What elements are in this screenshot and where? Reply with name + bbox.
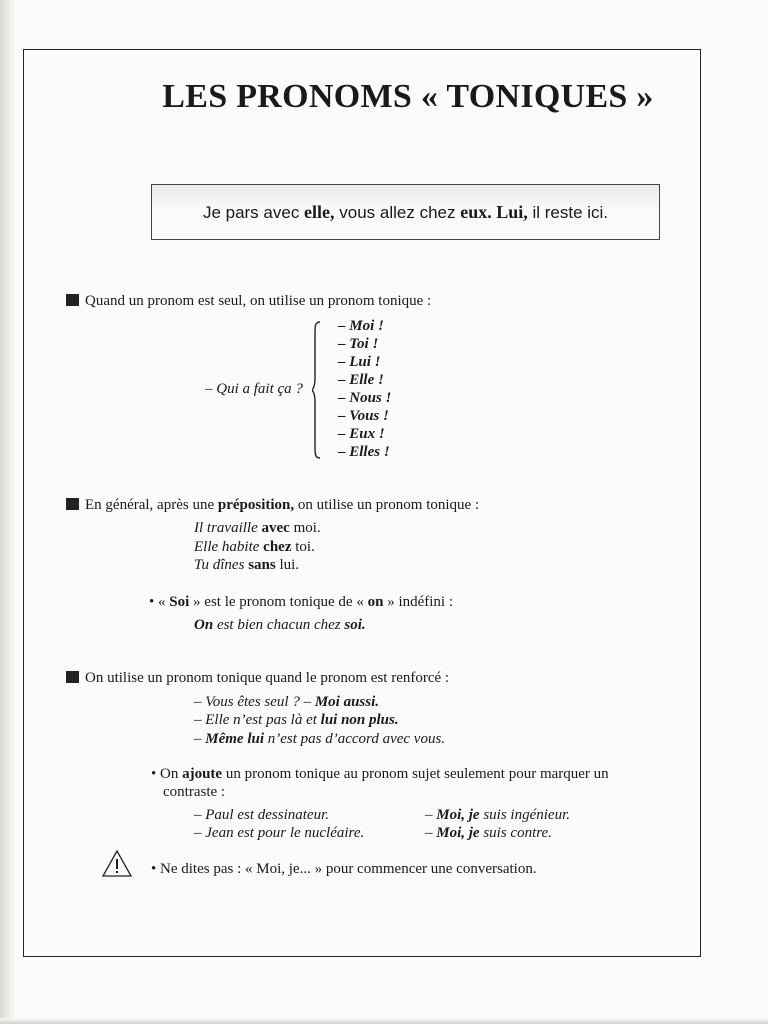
contrast-bullet: • On ajoute un pronom tonique au pronom sujet seulement pour marquer un: [151, 766, 609, 782]
page-title: LES PRONOMS « TONIQUES »: [162, 78, 654, 115]
scan-shadow-edge: [0, 0, 16, 1024]
section-square-icon: [66, 498, 79, 510]
contrast-bullet-line2: contraste :: [163, 784, 226, 800]
example-avec: Il travaille avec moi.: [194, 520, 321, 536]
reinforced-line-2: – Elle n’est pas là et lui non plus.: [194, 712, 399, 728]
scan-bottom-edge: [0, 1018, 768, 1024]
section-square-icon: [66, 671, 79, 683]
answer-nous: – Nous !: [338, 390, 392, 406]
contrast-right-2: – Moi, je suis contre.: [425, 825, 552, 841]
answer-toi: – Toi !: [338, 336, 379, 352]
example-chez: Elle habite chez toi.: [194, 539, 315, 555]
section-square-icon: [66, 294, 79, 306]
reinforced-line-1: – Vous êtes seul ? – Moi aussi.: [194, 694, 380, 710]
reinforced-line-3: – Même lui n’est pas d’accord avec vous.: [194, 731, 446, 747]
section1-heading: Quand un pronom est seul, on utilise un pronom tonique :: [66, 293, 431, 310]
example-sentence-box: [151, 184, 660, 240]
answer-vous: – Vous !: [338, 408, 389, 424]
answer-lui: – Lui !: [338, 354, 381, 370]
section3-heading: On utilise un pronom tonique quand le pronom est renforcé :: [66, 670, 449, 687]
soi-bullet: • « Soi » est le pronom tonique de « on » indéfini :: [149, 594, 454, 610]
contrast-left-1: – Paul est dessinateur.: [194, 807, 329, 823]
contrast-left-2: – Jean est pour le nucléaire.: [194, 825, 365, 841]
example-text: Je pars avec elle, vous allez chez eux. Lui, il reste ici.: [202, 201, 609, 222]
question-line: – Qui a fait ça ?: [205, 381, 303, 397]
section2-heading: En général, après une préposition, on utilise un pronom tonique :: [66, 497, 479, 514]
warning-triangle-icon: [101, 849, 133, 879]
answer-elles: – Elles !: [338, 444, 390, 460]
answer-moi: – Moi !: [338, 318, 384, 334]
soi-example: On est bien chacun chez soi.: [194, 617, 366, 633]
answer-eux: – Eux !: [338, 426, 385, 442]
answer-elle: – Elle !: [338, 372, 384, 388]
example-sans: Tu dînes sans lui.: [194, 557, 300, 573]
contrast-right-1: – Moi, je suis ingénieur.: [425, 807, 571, 823]
warning-text: • Ne dites pas : « Moi, je... » pour commencer une conversation.: [151, 861, 537, 877]
left-brace-icon: [312, 320, 322, 460]
